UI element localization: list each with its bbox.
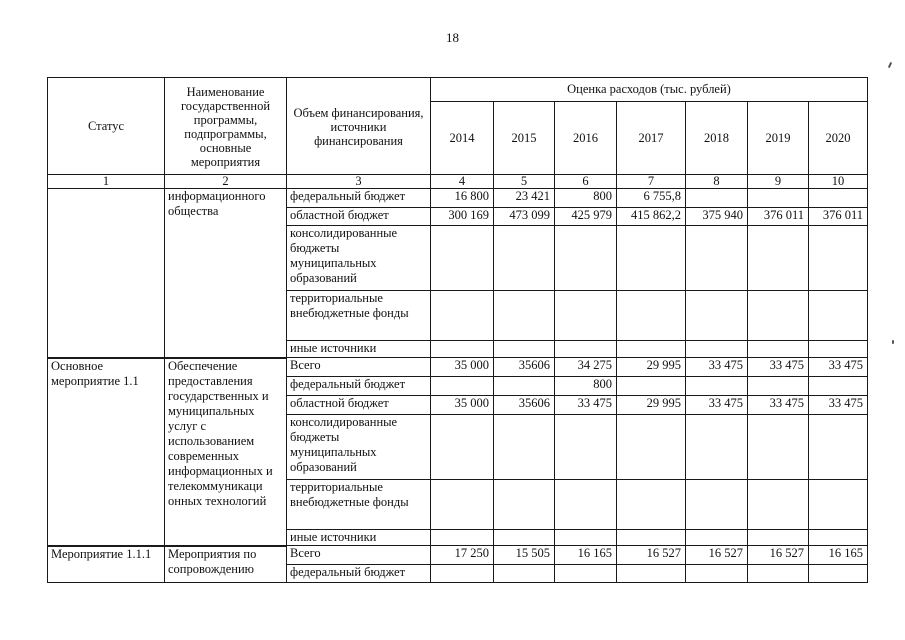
value-cell: 35 000 (431, 396, 494, 415)
header-costs: Оценка расходов (тыс. рублей) (431, 78, 868, 102)
value-cell: 800 (555, 189, 617, 208)
value-cell: 376 011 (748, 208, 809, 226)
source-cell: федеральный бюджет (287, 189, 431, 208)
value-cell (555, 291, 617, 341)
column-number: 2 (165, 175, 287, 189)
budget-table (47, 77, 868, 583)
value-cell: 35 000 (431, 358, 494, 377)
status-cell (48, 189, 165, 358)
value-cell: 16 527 (686, 546, 748, 565)
value-cell (748, 226, 809, 291)
source-cell: территориальные внебюджетные фонды (287, 480, 431, 530)
year-header: 2016 (555, 102, 617, 175)
value-cell (555, 226, 617, 291)
value-cell (686, 377, 748, 396)
source-cell: Всего (287, 546, 431, 565)
value-cell (431, 480, 494, 530)
status-cell: Основное мероприятие 1.1 (48, 358, 165, 546)
value-cell (748, 291, 809, 341)
value-cell: 375 940 (686, 208, 748, 226)
value-cell (555, 415, 617, 480)
value-cell (431, 226, 494, 291)
value-cell: 33 475 (555, 396, 617, 415)
value-cell (809, 415, 868, 480)
value-cell (555, 565, 617, 583)
year-header: 2017 (617, 102, 686, 175)
value-cell (555, 530, 617, 546)
value-cell: 425 979 (555, 208, 617, 226)
value-cell: 29 995 (617, 358, 686, 377)
value-cell (748, 565, 809, 583)
column-number: 4 (431, 175, 494, 189)
column-number-row (48, 175, 868, 189)
value-cell (686, 189, 748, 208)
source-cell: иные источники (287, 341, 431, 358)
value-cell: 473 099 (494, 208, 555, 226)
value-cell (809, 291, 868, 341)
value-cell (686, 226, 748, 291)
value-cell: 35606 (494, 358, 555, 377)
value-cell: 23 421 (494, 189, 555, 208)
value-cell (809, 530, 868, 546)
source-cell: областной бюджет (287, 396, 431, 415)
value-cell (431, 565, 494, 583)
value-cell (748, 377, 809, 396)
value-cell: 16 165 (809, 546, 868, 565)
header-program-name: Наименование государственной программы, подпрограммы, основные мероприятия (165, 78, 287, 175)
source-cell: Всего (287, 358, 431, 377)
value-cell: 33 475 (809, 396, 868, 415)
value-cell: 33 475 (686, 358, 748, 377)
source-cell: областной бюджет (287, 208, 431, 226)
year-header: 2015 (494, 102, 555, 175)
column-number: 6 (555, 175, 617, 189)
value-cell (686, 341, 748, 358)
value-cell (617, 377, 686, 396)
value-cell (809, 341, 868, 358)
value-cell: 16 165 (555, 546, 617, 565)
value-cell (809, 189, 868, 208)
value-cell (686, 565, 748, 583)
value-cell (748, 189, 809, 208)
value-cell (494, 480, 555, 530)
table-row (48, 358, 868, 377)
program-name-cell: информационного общества (165, 189, 287, 358)
value-cell (431, 377, 494, 396)
value-cell (748, 415, 809, 480)
value-cell (809, 226, 868, 291)
year-header: 2018 (686, 102, 748, 175)
value-cell (431, 291, 494, 341)
value-cell: 300 169 (431, 208, 494, 226)
scan-mark (888, 62, 892, 68)
column-number: 9 (748, 175, 809, 189)
value-cell: 33 475 (686, 396, 748, 415)
status-cell: Мероприятие 1.1.1 (48, 546, 165, 583)
scan-mark (892, 340, 894, 344)
value-cell (494, 565, 555, 583)
column-number: 7 (617, 175, 686, 189)
value-cell (617, 341, 686, 358)
value-cell: 35606 (494, 396, 555, 415)
value-cell (431, 415, 494, 480)
value-cell (617, 291, 686, 341)
value-cell (494, 341, 555, 358)
value-cell: 16 800 (431, 189, 494, 208)
value-cell (748, 341, 809, 358)
value-cell (686, 480, 748, 530)
value-cell (809, 565, 868, 583)
value-cell: 16 527 (617, 546, 686, 565)
value-cell (686, 291, 748, 341)
year-header: 2014 (431, 102, 494, 175)
source-cell: федеральный бюджет (287, 377, 431, 396)
value-cell: 6 755,8 (617, 189, 686, 208)
year-header: 2019 (748, 102, 809, 175)
column-number: 8 (686, 175, 748, 189)
value-cell: 376 011 (809, 208, 868, 226)
value-cell (617, 480, 686, 530)
value-cell (617, 226, 686, 291)
value-cell (617, 415, 686, 480)
value-cell (686, 415, 748, 480)
column-number: 3 (287, 175, 431, 189)
column-number: 10 (809, 175, 868, 189)
value-cell: 33 475 (809, 358, 868, 377)
program-name-cell: Обеспечение предоставления государственных и муниципальных услуг с использованием современных информационных и телекоммуникаци онных технологий (165, 358, 287, 546)
value-cell (431, 530, 494, 546)
value-cell (617, 565, 686, 583)
source-cell: иные источники (287, 530, 431, 546)
value-cell (555, 341, 617, 358)
table-row (48, 189, 868, 208)
column-number: 1 (48, 175, 165, 189)
header-row (48, 78, 868, 102)
value-cell (748, 530, 809, 546)
value-cell: 33 475 (748, 396, 809, 415)
source-cell: территориальные внебюджетные фонды (287, 291, 431, 341)
value-cell: 15 505 (494, 546, 555, 565)
value-cell: 415 862,2 (617, 208, 686, 226)
source-cell: консолидированные бюджеты муниципальных образований (287, 226, 431, 291)
table-row (48, 546, 868, 565)
header-status: Статус (48, 78, 165, 175)
value-cell (555, 480, 617, 530)
value-cell (686, 530, 748, 546)
value-cell: 34 275 (555, 358, 617, 377)
column-number: 5 (494, 175, 555, 189)
source-cell: федеральный бюджет (287, 565, 431, 583)
value-cell: 800 (555, 377, 617, 396)
value-cell (494, 377, 555, 396)
value-cell (494, 226, 555, 291)
value-cell: 33 475 (748, 358, 809, 377)
value-cell (494, 415, 555, 480)
value-cell (809, 480, 868, 530)
value-cell: 29 995 (617, 396, 686, 415)
value-cell (494, 291, 555, 341)
header-financing: Объем финансирования, источники финансирования (287, 78, 431, 175)
year-header: 2020 (809, 102, 868, 175)
value-cell: 16 527 (748, 546, 809, 565)
value-cell (617, 530, 686, 546)
program-name-cell: Мероприятия по сопровождению (165, 546, 287, 583)
value-cell (494, 530, 555, 546)
value-cell: 17 250 (431, 546, 494, 565)
value-cell (748, 480, 809, 530)
source-cell: консолидированные бюджеты муниципальных образований (287, 415, 431, 480)
value-cell (809, 377, 868, 396)
value-cell (431, 341, 494, 358)
page-number: 18 (446, 30, 459, 45)
